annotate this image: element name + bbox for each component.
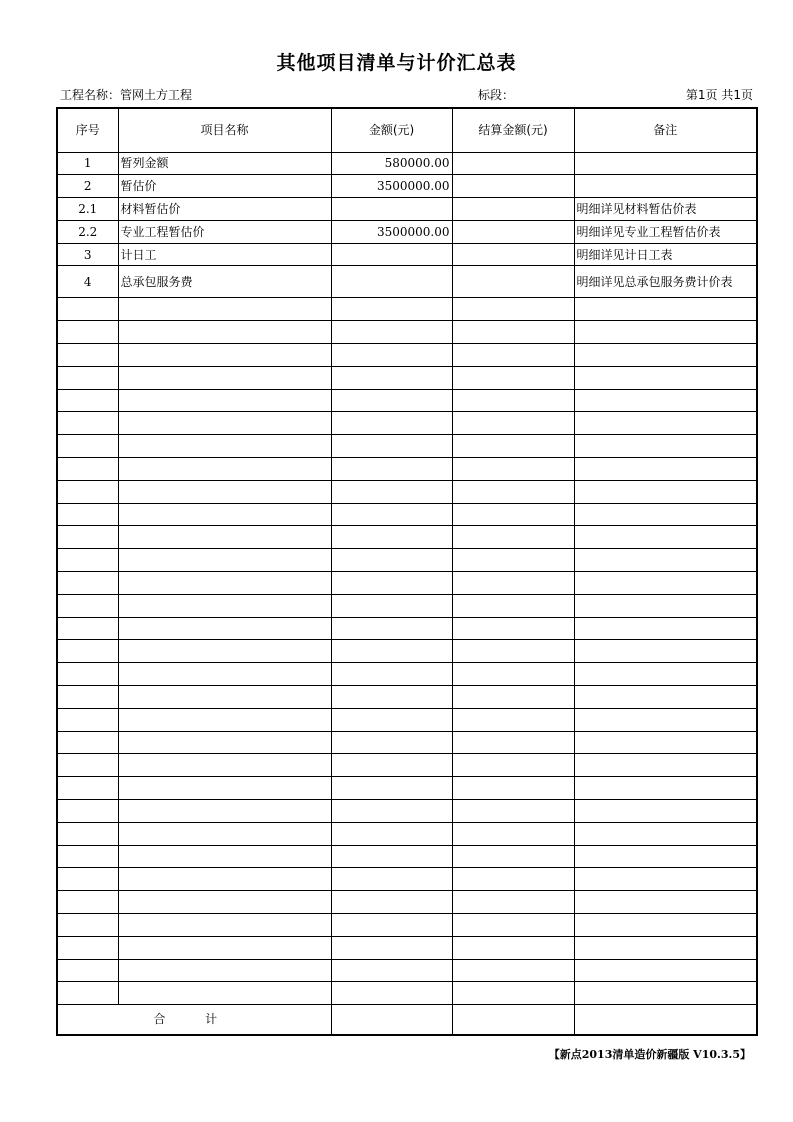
empty-cell bbox=[574, 617, 757, 640]
empty-row bbox=[57, 389, 757, 412]
empty-cell bbox=[57, 480, 118, 503]
empty-row bbox=[57, 526, 757, 549]
empty-cell bbox=[57, 298, 118, 321]
cell-settlement bbox=[452, 220, 574, 243]
table-row bbox=[57, 198, 757, 221]
cell-amount: 3500000.00 bbox=[331, 175, 452, 198]
empty-cell bbox=[331, 959, 452, 982]
header-name: 项目名称 bbox=[118, 108, 331, 152]
empty-cell bbox=[574, 366, 757, 389]
empty-row bbox=[57, 891, 757, 914]
cell-seq: 3 bbox=[57, 243, 118, 266]
empty-cell bbox=[57, 572, 118, 595]
empty-cell bbox=[331, 731, 452, 754]
cell-seq: 4 bbox=[57, 266, 118, 298]
empty-cell bbox=[574, 344, 757, 367]
empty-cell bbox=[452, 914, 574, 937]
empty-cell bbox=[118, 572, 331, 595]
empty-cell bbox=[57, 914, 118, 937]
empty-cell bbox=[574, 731, 757, 754]
empty-cell bbox=[118, 298, 331, 321]
empty-cell bbox=[452, 298, 574, 321]
cell-settlement bbox=[452, 243, 574, 266]
empty-cell bbox=[57, 435, 118, 458]
empty-cell bbox=[452, 982, 574, 1005]
empty-cell bbox=[331, 982, 452, 1005]
empty-cell bbox=[118, 594, 331, 617]
section-label: 标段： bbox=[478, 88, 515, 102]
empty-row bbox=[57, 640, 757, 663]
cell-note: 明细详见计日工表 bbox=[574, 243, 757, 266]
total-note bbox=[574, 1005, 757, 1035]
empty-row bbox=[57, 435, 757, 458]
empty-cell bbox=[331, 914, 452, 937]
empty-row bbox=[57, 959, 757, 982]
empty-cell bbox=[118, 686, 331, 709]
cell-settlement bbox=[452, 152, 574, 175]
empty-cell bbox=[57, 640, 118, 663]
cell-settlement bbox=[452, 175, 574, 198]
empty-cell bbox=[118, 412, 331, 435]
empty-row bbox=[57, 708, 757, 731]
empty-row bbox=[57, 868, 757, 891]
empty-cell bbox=[331, 435, 452, 458]
empty-cell bbox=[574, 777, 757, 800]
empty-row bbox=[57, 800, 757, 823]
empty-cell bbox=[331, 298, 452, 321]
total-amount bbox=[331, 1005, 452, 1035]
page-info: 第1页 共1页 bbox=[685, 88, 753, 102]
empty-cell bbox=[57, 959, 118, 982]
empty-cell bbox=[331, 458, 452, 481]
empty-cell bbox=[118, 321, 331, 344]
empty-cell bbox=[331, 868, 452, 891]
empty-cell bbox=[118, 708, 331, 731]
empty-cell bbox=[331, 617, 452, 640]
empty-cell bbox=[331, 936, 452, 959]
empty-cell bbox=[574, 435, 757, 458]
empty-cell bbox=[57, 754, 118, 777]
cell-name: 暂估价 bbox=[118, 175, 331, 198]
empty-cell bbox=[574, 868, 757, 891]
table-row bbox=[57, 152, 757, 175]
empty-cell bbox=[57, 549, 118, 572]
empty-cell bbox=[57, 845, 118, 868]
empty-cell bbox=[574, 822, 757, 845]
empty-cell bbox=[452, 435, 574, 458]
empty-cell bbox=[452, 708, 574, 731]
empty-cell bbox=[118, 914, 331, 937]
empty-cell bbox=[118, 480, 331, 503]
empty-row bbox=[57, 480, 757, 503]
empty-row bbox=[57, 982, 757, 1005]
empty-cell bbox=[118, 549, 331, 572]
empty-cell bbox=[57, 344, 118, 367]
empty-cell bbox=[118, 868, 331, 891]
empty-row bbox=[57, 845, 757, 868]
empty-cell bbox=[118, 754, 331, 777]
empty-cell bbox=[452, 572, 574, 595]
header-seq: 序号 bbox=[57, 108, 118, 152]
empty-cell bbox=[574, 708, 757, 731]
cell-amount: 580000.00 bbox=[331, 152, 452, 175]
empty-cell bbox=[452, 800, 574, 823]
empty-cell bbox=[331, 822, 452, 845]
empty-cell bbox=[574, 891, 757, 914]
empty-cell bbox=[118, 526, 331, 549]
cell-name: 专业工程暂估价 bbox=[118, 220, 331, 243]
empty-cell bbox=[452, 891, 574, 914]
empty-cell bbox=[331, 549, 452, 572]
empty-cell bbox=[57, 686, 118, 709]
table-header-row bbox=[57, 108, 757, 152]
empty-cell bbox=[118, 617, 331, 640]
empty-cell bbox=[574, 389, 757, 412]
empty-cell bbox=[574, 549, 757, 572]
empty-cell bbox=[331, 845, 452, 868]
empty-cell bbox=[331, 686, 452, 709]
empty-cell bbox=[331, 412, 452, 435]
empty-cell bbox=[574, 321, 757, 344]
empty-cell bbox=[452, 526, 574, 549]
cell-name: 计日工 bbox=[118, 243, 331, 266]
empty-cell bbox=[452, 822, 574, 845]
empty-cell bbox=[57, 731, 118, 754]
empty-row bbox=[57, 412, 757, 435]
empty-cell bbox=[452, 686, 574, 709]
page-title: 其他项目清单与计价汇总表 bbox=[276, 52, 517, 74]
empty-cell bbox=[574, 754, 757, 777]
empty-cell bbox=[118, 777, 331, 800]
table-row bbox=[57, 243, 757, 266]
table-row bbox=[57, 175, 757, 198]
empty-cell bbox=[574, 982, 757, 1005]
empty-row bbox=[57, 617, 757, 640]
software-footer: 【新点2013清单造价新疆版 V10.3.5】 bbox=[548, 1048, 751, 1061]
cell-seq: 2.1 bbox=[57, 198, 118, 221]
empty-row bbox=[57, 366, 757, 389]
empty-cell bbox=[574, 914, 757, 937]
empty-row bbox=[57, 549, 757, 572]
empty-cell bbox=[574, 640, 757, 663]
empty-cell bbox=[118, 640, 331, 663]
empty-cell bbox=[452, 617, 574, 640]
header-amount: 金额(元) bbox=[331, 108, 452, 152]
empty-cell bbox=[452, 480, 574, 503]
empty-cell bbox=[452, 594, 574, 617]
empty-cell bbox=[57, 389, 118, 412]
empty-cell bbox=[57, 936, 118, 959]
empty-row bbox=[57, 594, 757, 617]
empty-cell bbox=[331, 321, 452, 344]
cell-name: 总承包服务费 bbox=[118, 266, 331, 298]
summary-table bbox=[56, 107, 758, 1036]
empty-cell bbox=[57, 868, 118, 891]
empty-cell bbox=[118, 731, 331, 754]
empty-cell bbox=[331, 708, 452, 731]
empty-cell bbox=[331, 891, 452, 914]
empty-cell bbox=[118, 344, 331, 367]
empty-cell bbox=[57, 458, 118, 481]
empty-cell bbox=[118, 822, 331, 845]
empty-cell bbox=[331, 526, 452, 549]
cell-settlement bbox=[452, 266, 574, 298]
empty-cell bbox=[331, 344, 452, 367]
empty-row bbox=[57, 321, 757, 344]
empty-cell bbox=[574, 503, 757, 526]
total-row bbox=[57, 1005, 757, 1035]
empty-cell bbox=[574, 936, 757, 959]
empty-cell bbox=[452, 640, 574, 663]
total-label: 合 计 bbox=[57, 1005, 331, 1035]
cell-note bbox=[574, 152, 757, 175]
empty-row bbox=[57, 572, 757, 595]
empty-cell bbox=[574, 298, 757, 321]
cell-amount bbox=[331, 198, 452, 221]
empty-cell bbox=[331, 640, 452, 663]
cell-note: 明细详见专业工程暂估价表 bbox=[574, 220, 757, 243]
empty-row bbox=[57, 754, 757, 777]
empty-cell bbox=[452, 845, 574, 868]
empty-cell bbox=[118, 845, 331, 868]
header-note: 备注 bbox=[574, 108, 757, 152]
empty-row bbox=[57, 503, 757, 526]
empty-cell bbox=[118, 800, 331, 823]
empty-cell bbox=[331, 800, 452, 823]
empty-cell bbox=[574, 594, 757, 617]
table-row bbox=[57, 220, 757, 243]
empty-cell bbox=[452, 936, 574, 959]
empty-cell bbox=[57, 321, 118, 344]
empty-cell bbox=[331, 777, 452, 800]
empty-cell bbox=[331, 389, 452, 412]
empty-cell bbox=[57, 663, 118, 686]
empty-cell bbox=[574, 526, 757, 549]
empty-cell bbox=[574, 572, 757, 595]
empty-cell bbox=[331, 754, 452, 777]
cell-amount: 3500000.00 bbox=[331, 220, 452, 243]
empty-cell bbox=[452, 959, 574, 982]
empty-cell bbox=[57, 594, 118, 617]
project-name: 工程名称：管网土方工程 bbox=[60, 88, 193, 102]
empty-cell bbox=[574, 458, 757, 481]
empty-cell bbox=[574, 800, 757, 823]
empty-cell bbox=[118, 503, 331, 526]
cell-seq: 1 bbox=[57, 152, 118, 175]
empty-cell bbox=[331, 572, 452, 595]
empty-row bbox=[57, 344, 757, 367]
empty-row bbox=[57, 686, 757, 709]
empty-cell bbox=[452, 389, 574, 412]
cell-amount bbox=[331, 266, 452, 298]
empty-cell bbox=[57, 503, 118, 526]
empty-row bbox=[57, 663, 757, 686]
empty-cell bbox=[57, 526, 118, 549]
empty-cell bbox=[574, 686, 757, 709]
empty-cell bbox=[118, 458, 331, 481]
empty-cell bbox=[452, 503, 574, 526]
empty-cell bbox=[118, 936, 331, 959]
empty-cell bbox=[452, 412, 574, 435]
empty-cell bbox=[452, 754, 574, 777]
empty-row bbox=[57, 731, 757, 754]
cell-seq: 2.2 bbox=[57, 220, 118, 243]
empty-cell bbox=[118, 891, 331, 914]
empty-cell bbox=[118, 982, 331, 1005]
empty-cell bbox=[452, 366, 574, 389]
empty-cell bbox=[118, 366, 331, 389]
empty-row bbox=[57, 458, 757, 481]
cell-settlement bbox=[452, 198, 574, 221]
empty-row bbox=[57, 822, 757, 845]
empty-cell bbox=[57, 800, 118, 823]
cell-name: 暂列金额 bbox=[118, 152, 331, 175]
empty-cell bbox=[452, 868, 574, 891]
empty-cell bbox=[331, 503, 452, 526]
empty-cell bbox=[331, 594, 452, 617]
empty-cell bbox=[574, 412, 757, 435]
empty-cell bbox=[452, 321, 574, 344]
empty-cell bbox=[57, 708, 118, 731]
cell-name: 材料暂估价 bbox=[118, 198, 331, 221]
empty-cell bbox=[452, 731, 574, 754]
cell-amount bbox=[331, 243, 452, 266]
empty-row bbox=[57, 298, 757, 321]
empty-cell bbox=[452, 344, 574, 367]
empty-cell bbox=[57, 822, 118, 845]
empty-cell bbox=[452, 549, 574, 572]
empty-cell bbox=[57, 982, 118, 1005]
empty-cell bbox=[118, 389, 331, 412]
empty-cell bbox=[331, 480, 452, 503]
table-row bbox=[57, 266, 757, 298]
empty-row bbox=[57, 936, 757, 959]
cell-seq: 2 bbox=[57, 175, 118, 198]
empty-cell bbox=[331, 663, 452, 686]
empty-cell bbox=[57, 366, 118, 389]
empty-cell bbox=[452, 458, 574, 481]
empty-cell bbox=[57, 891, 118, 914]
empty-cell bbox=[574, 845, 757, 868]
cell-note bbox=[574, 175, 757, 198]
total-settlement bbox=[452, 1005, 574, 1035]
empty-row bbox=[57, 777, 757, 800]
empty-cell bbox=[574, 480, 757, 503]
empty-cell bbox=[331, 366, 452, 389]
empty-cell bbox=[574, 663, 757, 686]
empty-cell bbox=[118, 435, 331, 458]
empty-cell bbox=[452, 663, 574, 686]
empty-cell bbox=[118, 663, 331, 686]
empty-cell bbox=[118, 959, 331, 982]
empty-cell bbox=[452, 777, 574, 800]
empty-cell bbox=[574, 959, 757, 982]
header-settlement: 结算金额(元) bbox=[452, 108, 574, 152]
empty-cell bbox=[57, 412, 118, 435]
empty-cell bbox=[57, 617, 118, 640]
empty-cell bbox=[57, 777, 118, 800]
empty-row bbox=[57, 914, 757, 937]
cell-note: 明细详见总承包服务费计价表 bbox=[574, 266, 757, 298]
cell-note: 明细详见材料暂估价表 bbox=[574, 198, 757, 221]
